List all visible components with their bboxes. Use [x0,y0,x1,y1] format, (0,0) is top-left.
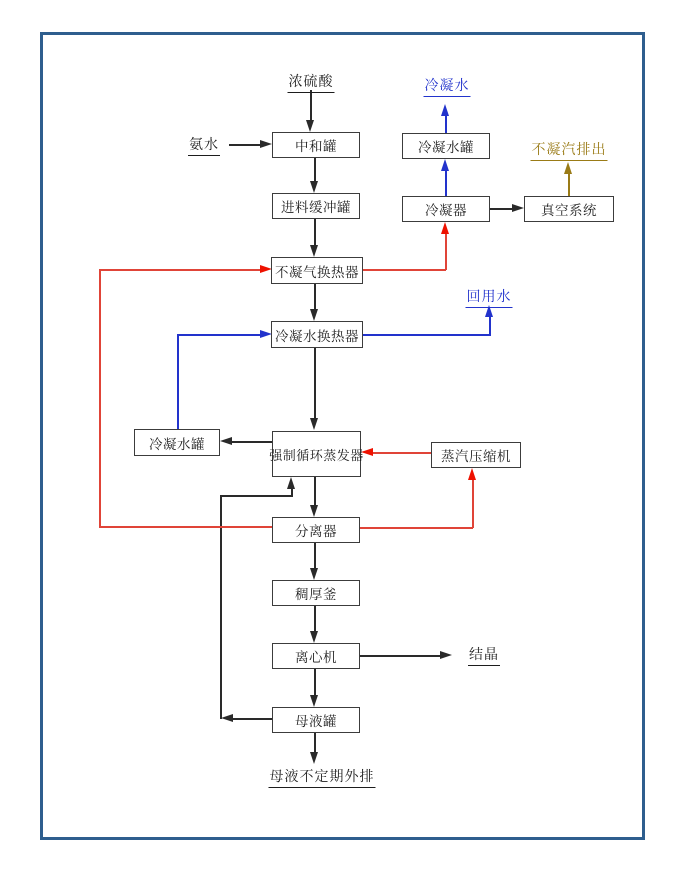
label-concentrated-sulfuric-acid: 浓硫酸 [288,71,335,93]
label-mother-liquor-discharge: 母液不定期外排 [269,766,376,788]
pipe-evaporator-to-separator [314,477,316,507]
node-condensate-tank-left: 冷凝水罐 [134,429,220,456]
pipe-gas-hx-to-condensate-hx [314,284,316,312]
pipe-condensate-tank-to-hx [177,334,260,336]
label-crystals: 结晶 [468,644,500,666]
pipe-hx-to-reuse-horizontal [362,334,491,336]
node-centrifuge: 离心机 [272,643,360,669]
label-ammonia-water: 氨水 [188,134,220,156]
label-reuse-water: 回用水 [466,286,513,308]
pipe-gas-hx-to-condenser-horizontal [362,269,446,271]
arrowhead-condenser-to-vacuum [512,204,524,212]
node-vapor-compressor: 蒸汽压缩机 [431,442,521,468]
pipe-centrifuge-to-mother-liquor [314,669,316,697]
arrowhead-mother-liquor-to-discharge [310,752,318,764]
pipe-separator-to-compressor-horizontal [360,527,473,529]
arrowhead-recirc-to-evaporator [287,477,295,489]
node-neutralization-tank: 中和罐 [272,132,360,158]
node-separator: 分离器 [272,517,360,543]
node-mother-liquor-tank: 母液罐 [272,707,360,733]
pipe-tank-to-condensate-out [445,113,447,133]
pipe-ammonia-to-neutralization [229,144,262,146]
node-condenser: 冷凝器 [402,196,490,222]
node-condensate-tank-right: 冷凝水罐 [402,133,490,159]
pipe-separator-to-thickener [314,543,316,570]
pipe-compressor-to-evaporator [371,452,431,454]
arrowhead-separator-to-compressor [468,468,476,480]
label-noncondensable-vapor-out: 不凝汽排出 [531,139,608,161]
node-feed-buffer-tank: 进料缓冲罐 [272,193,360,219]
node-vacuum-system: 真空系统 [524,196,614,222]
pipe-condensate-tank-up [177,335,179,429]
arrowhead-condensate-out [441,104,449,116]
pipe-condenser-to-condensate-tank [445,167,447,196]
arrowhead-centrifuge-to-mother-liquor [310,695,318,707]
arrowhead-thickener-to-centrifuge [310,631,318,643]
arrowhead-evaporator-to-condensate-tank [220,437,232,445]
arrowhead-gas-hx-to-condensate-hx [310,309,318,321]
arrowhead-mother-liquor-recirc [221,714,233,722]
pipe-hx-to-reuse-vertical [489,314,491,335]
arrowhead-gas-hx-to-condenser [441,222,449,234]
pipe-evaporator-to-condensate-tank [231,441,272,443]
pipe-centrifuge-to-crystals [360,655,440,657]
pipe-buffer-to-gas-hx [314,219,316,248]
arrowhead-neutralization-to-buffer [310,181,318,193]
pipe-separator-vapor-loop-vertical [99,270,101,527]
arrowhead-separator-to-thickener [310,568,318,580]
arrowhead-acid-to-neutralization [306,120,314,132]
arrowhead-ammonia-to-neutralization [260,140,272,148]
arrowhead-buffer-to-gas-hx [310,245,318,257]
arrowhead-vacuum-to-vent [564,162,572,174]
arrowhead-condenser-to-condensate-tank [441,159,449,171]
pipe-gas-hx-to-condenser-vertical [445,231,447,270]
pipe-acid-to-neutralization [310,90,312,123]
pipe-condenser-to-vacuum [490,208,513,210]
node-forced-circulation-evaporator: 强制循环蒸发器 [272,431,361,477]
pipe-vapor-loop-top-horizontal [99,269,261,271]
node-condensate-heat-exchanger: 冷凝水换热器 [271,321,363,348]
pipe-vacuum-to-vent [568,171,570,196]
pipe-recirc-to-evaporator-horizontal [220,495,293,497]
pipe-separator-to-compressor-vertical [472,477,474,528]
pipe-thickener-to-centrifuge [314,606,316,633]
node-thickener: 稠厚釜 [272,580,360,606]
pipe-mother-liquor-recirc-vertical [220,496,222,719]
pipe-vapor-loop-bottom-horizontal [99,526,272,528]
node-noncondensable-gas-heat-exchanger: 不凝气换热器 [271,257,363,284]
arrowhead-centrifuge-to-crystals [440,651,452,659]
pipe-condensate-hx-to-evaporator [314,348,316,420]
arrowhead-evaporator-to-separator [310,505,318,517]
pipe-mother-liquor-recirc-horizontal [232,718,272,720]
label-condensate-water-out: 冷凝水 [424,75,471,97]
arrowhead-condensate-hx-to-evaporator [310,418,318,430]
